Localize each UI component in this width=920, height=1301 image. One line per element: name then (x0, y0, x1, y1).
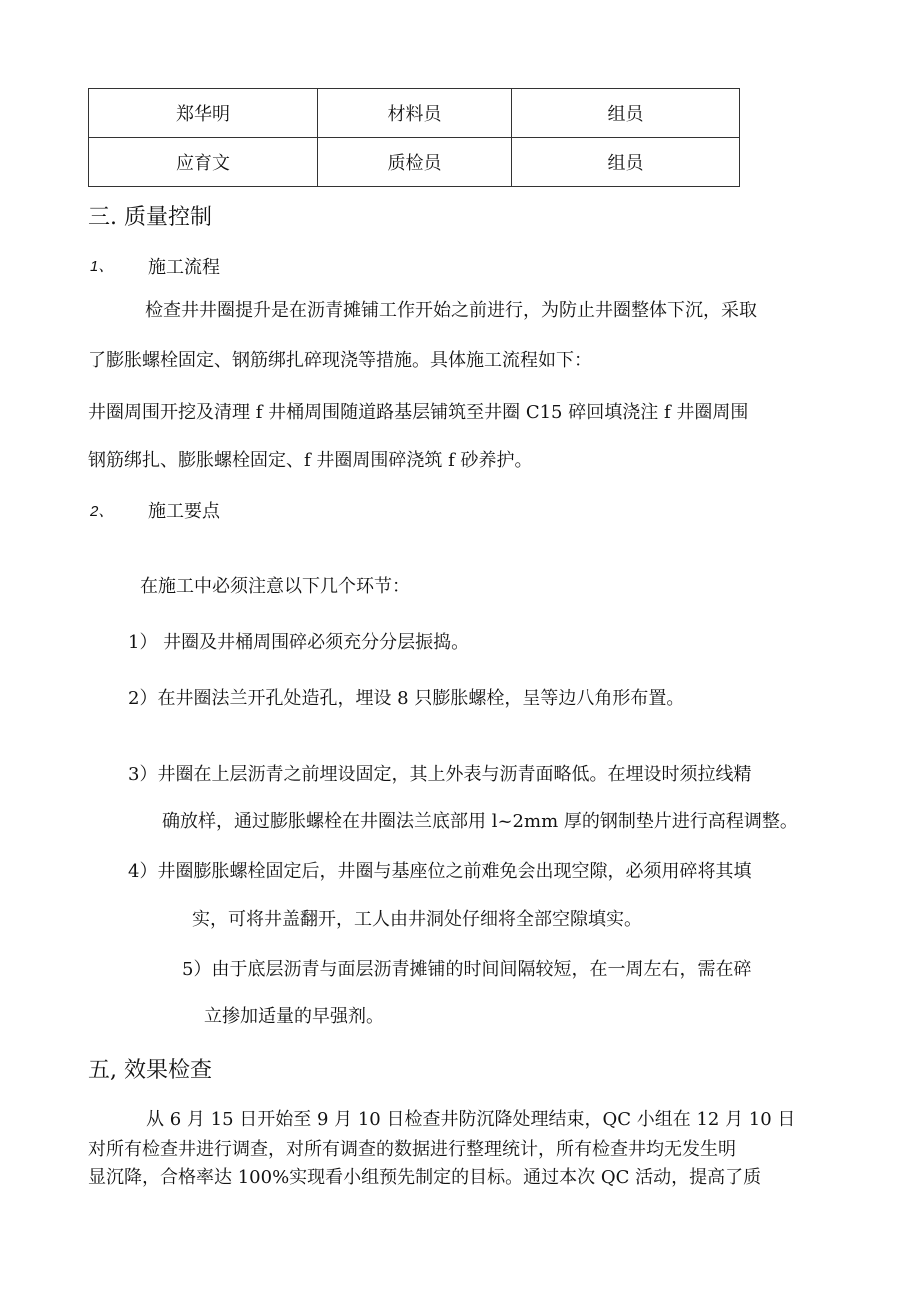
subsection-number: 1、 (90, 258, 114, 275)
member-name: 郑华明 (89, 89, 318, 138)
paragraph-line: 了膨胀螺栓固定、钢筋绑扎碎现浇等措施。具体施工流程如下： (88, 350, 592, 371)
roster-table (88, 88, 740, 187)
section-heading-effect-check: 五, 效果检查 (88, 1058, 212, 1083)
paragraph-line: 显沉降，合格率达 100%实现看小组预先制定的目标。通过本次 QC 活动，提高了质 (88, 1167, 762, 1188)
subsection-title: 施工要点 (148, 501, 220, 522)
point-item-5: 5）由于底层沥青与面层沥青摊铺的时间间隔较短，在一周左右，需在碎 (182, 959, 752, 980)
flow-steps-line: 钢筋绑扎、膨胀螺栓固定、f 井圈周围碎浇筑 f 砂养护。 (88, 450, 533, 471)
subsection-title: 施工流程 (148, 257, 220, 278)
flow-steps-line: 井圈周围开挖及清理 f 井桶周围随道路基层铺筑至井圈 C15 碎回填浇注 f 井圈周围 (88, 402, 749, 423)
member-name: 应育文 (89, 138, 318, 187)
subsection-number: 2、 (90, 503, 114, 520)
point-item-3: 3）井圈在上层沥青之前埋设固定，其上外表与沥青面略低。在埋设时须拉线精 (128, 764, 752, 785)
point-item-1: 1） 井圈及井桶周围碎必须充分分层振捣。 (128, 632, 470, 653)
paragraph-line: 检查井井圈提升是在沥青摊铺工作开始之前进行，为防止井圈整体下沉，采取 (145, 300, 757, 321)
point-item-5-cont: 立掺加适量的早强剂。 (204, 1006, 384, 1027)
member-role: 材料员 (317, 89, 511, 138)
member-position: 组员 (512, 89, 740, 138)
point-item-4-cont: 实，可将井盖翻开，工人由井洞处仔细将全部空隙填实。 (192, 909, 642, 930)
point-item-3-cont: 确放样，通过膨胀螺栓在井圈法兰底部用 l~2mm 厚的钢制垫片进行高程调整。 (162, 811, 798, 832)
member-position: 组员 (512, 138, 740, 187)
point-item-2: 2）在井圈法兰开孔处造孔，埋设 8 只膨胀螺栓，呈等边八角形布置。 (128, 688, 685, 709)
table-row (89, 89, 740, 138)
points-intro: 在施工中必须注意以下几个环节： (140, 576, 410, 597)
member-role: 质检员 (317, 138, 511, 187)
point-item-4: 4）井圈膨胀螺栓固定后，井圈与基座位之前难免会出现空隙，必须用碎将其填 (128, 861, 752, 882)
paragraph-line: 对所有检查井进行调查，对所有调查的数据进行整理统计，所有检查井均无发生明 (88, 1139, 736, 1160)
paragraph-line: 从 6 月 15 日开始至 9 月 10 日检查井防沉降处理结束，QC 小组在 12 月 10 日 (146, 1109, 796, 1130)
table-row (89, 138, 740, 187)
section-heading-quality-control: 三. 质量控制 (88, 205, 212, 230)
